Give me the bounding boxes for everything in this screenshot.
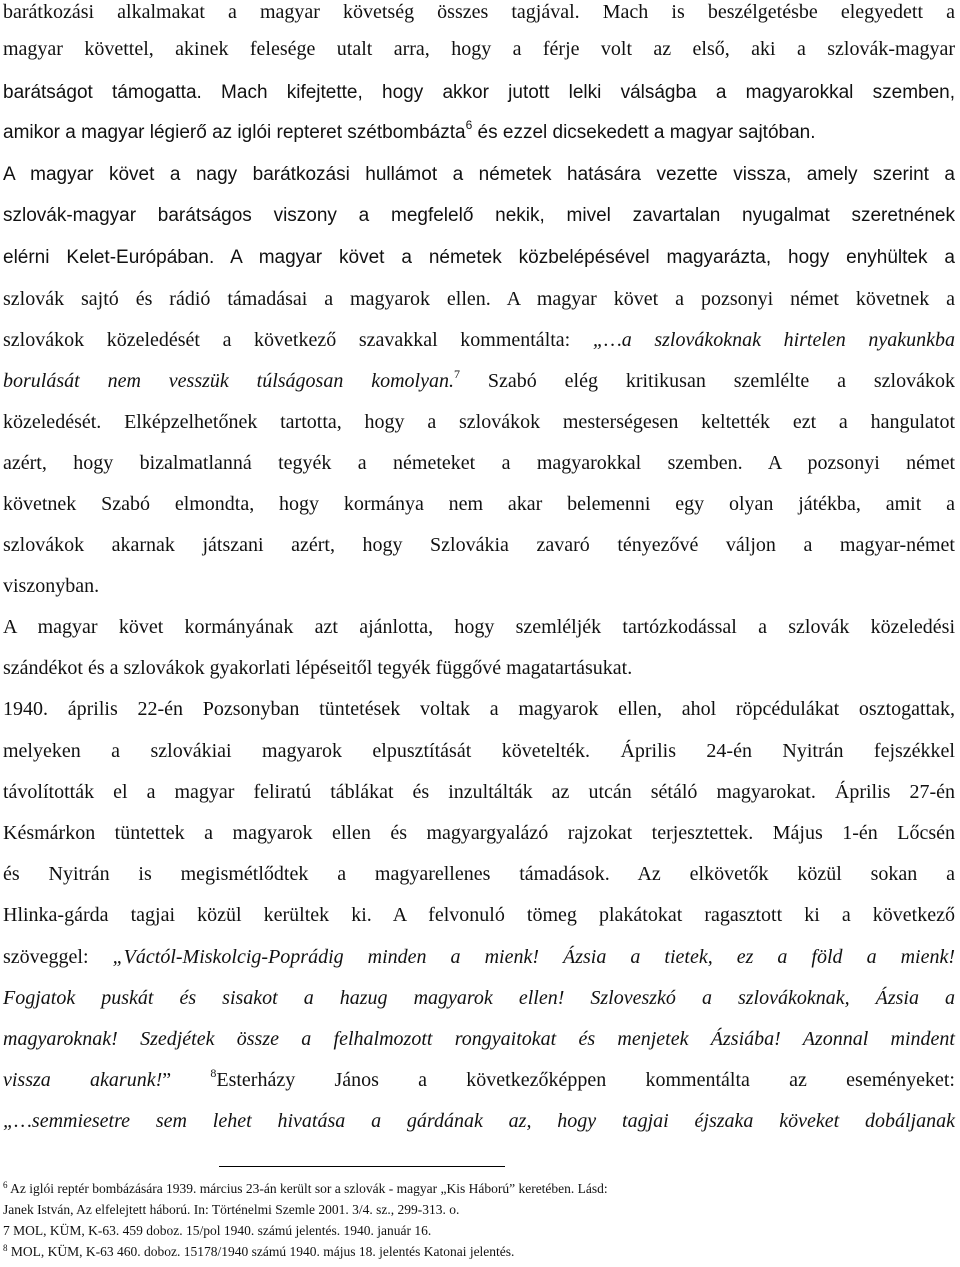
footnote-ref-6[interactable]: 6 — [465, 118, 473, 132]
italic-quote: Fogjatok puskát és sisakot a hazug magyarok ellen! Szloveszkó a szlovákoknak, Ázsia a — [3, 987, 955, 1009]
text-line: szlovák-magyar barátságos viszony a megfelelő nekik, mivel zavartalan nyugalmat szeretnének — [3, 205, 955, 226]
text-run: ” — [162, 1069, 211, 1091]
footnote-6-cont — [3, 1201, 459, 1218]
footnote-ref-8[interactable]: 8 — [210, 1066, 217, 1080]
italic-quote: vissza akarunk! — [3, 1069, 163, 1091]
italic-quote: „Váctól-Miskolcig-Poprádig minden a mienk! Ázsia a tietek, ez a föld a mienk! — [112, 946, 955, 968]
text-line: közeledését. Elképzelhetőnek tartotta, hogy a szlovákok mesterségesen keltették ezt a hangulatot — [3, 411, 955, 433]
italic-quote: „…semmiesetre sem lehet hivatása a gárdának az, hogy tagjai éjszaka köveket dobáljanak — [3, 1110, 955, 1132]
italic-quote: magyaroknak! Szedjétek össze a felhalmozott rongyaitokat és menjetek Ázsiába! Azonnal mindent — [3, 1028, 955, 1050]
text-line: magyar követtel, akinek felesége utalt arra, hogy a férje volt az első, aki a szlovák-magyar — [3, 38, 955, 60]
text-run: Esterházy János a következőképpen kommentálta az eseményeket: — [216, 1069, 955, 1091]
text-line: követnek Szabó elmondta, hogy kormánya nem akar belemenni egy olyan játékba, amit a — [3, 493, 955, 515]
text-line: barátságot támogatta. Mach kifejtette, hogy akkor jutott lelki válságba a magyarokkal szemben, — [3, 82, 955, 103]
footnote-text: Janek István, Az elfelejtett háború. In: Történelmi Szemle 2001. 3/4. sz., 299-313. o. — [3, 1202, 460, 1217]
text-run: amikor a magyar légierő az iglói repteret szétbombázta — [3, 122, 466, 143]
text-line: Hlinka-gárda tagjai közül kerültek ki. A felvonuló tömeg plakátokat ragasztott ki a következő — [3, 904, 955, 926]
text-line: melyeken a szlovákiai magyarok elpusztítását követelték. Április 24-én Nyitrán fejszékkel — [3, 740, 955, 762]
footnote-8 — [3, 1243, 514, 1260]
footnote-7 — [3, 1222, 431, 1239]
text-line: 1940. április 22-én Pozsonyban tüntetések voltak a magyarok ellen, ahol röpcédulákat osztogattak, — [3, 698, 955, 720]
italic-quote: „…a szlovákoknak hirtelen nyakunkba — [592, 329, 956, 351]
italic-quote: borulását nem vesszük túlságosan komolyan. — [3, 370, 454, 392]
text-line: távolították el a magyar feliratú táblákat és inzultálták az utcán sétáló magyarokat. Április 27-én — [3, 781, 955, 803]
text-line: A magyar követ kormányának azt ajánlotta, hogy szemléljék tartózkodással a szlovák közeledési — [3, 616, 955, 638]
text-line: viszonyban. — [3, 575, 100, 597]
footnote-text: 7 MOL, KÜM, K-63. 459 doboz. 15/pol 1940. számú jelentés. 1940. január 16. — [3, 1223, 432, 1238]
footnote-6 — [3, 1180, 608, 1197]
text-run: szöveggel: — [3, 946, 113, 968]
text-run: és ezzel dicsekedett a magyar sajtóban. — [472, 122, 816, 143]
text-line: és Nyitrán is megismétlődtek a magyarellenes támadások. Az elkövetők közül sokan a — [3, 863, 955, 885]
text-line — [3, 945, 955, 969]
footnote-text: Az iglói reptér bombázására 1939. március 23-án került sor a szlovák - magyar „Kis Háború” keretében. Lásd: — [7, 1181, 608, 1196]
footnote-separator — [219, 1166, 505, 1167]
text-line: barátkozási alkalmakat a magyar követség összes tagjával. Mach is beszélgetésbe elegyedett a — [3, 1, 955, 23]
text-line — [3, 369, 955, 393]
text-run: szlovákok közeledését a következő szavakkal kommentálta: — [3, 329, 593, 351]
text-line: azért, hogy bizalmatlanná tegyék a németeket a magyarokkal szemben. A pozsonyi német — [3, 452, 955, 474]
text-line: szándékot és a szlovákok gyakorlati lépéseitől tegyék függővé magatartásukat. — [3, 657, 633, 679]
text-line: szlovák sajtó és rádió támadásai a magyarok ellen. A magyar követ a pozsonyi német követnek a — [3, 288, 955, 310]
footnote-marker: 8 — [3, 1243, 8, 1253]
text-line — [3, 1109, 955, 1133]
text-line — [3, 986, 955, 1010]
text-line — [3, 1027, 955, 1051]
footnote-ref-7[interactable]: 7 — [453, 367, 460, 381]
text-line: A magyar követ a nagy barátkozási hullámot a németek hatására vezette vissza, amely szerint a — [3, 164, 955, 185]
footnote-marker: 6 — [3, 1180, 8, 1190]
text-line — [3, 118, 955, 145]
footnote-text: MOL, KÜM, K-63 460. doboz. 15178/1940 számú 1940. május 18. jelentés Katonai jelentés. — [7, 1244, 515, 1259]
text-run: Szabó elég kritikusan szemlélte a szlovákok — [459, 370, 955, 392]
text-line: szlovákok akarnak játszani azért, hogy Szlovákia zavaró tényezővé váljon a magyar-német — [3, 534, 955, 556]
text-line: Késmárkon tüntettek a magyarok ellen és magyargyalázó rajzokat terjesztettek. Május 1-én Lőcsén — [3, 822, 955, 844]
text-line: elérni Kelet-Európában. A magyar követ a németek közbelépésével magyarázta, hogy enyhültek a — [3, 247, 955, 268]
text-line — [3, 328, 955, 352]
text-line — [3, 1068, 955, 1092]
